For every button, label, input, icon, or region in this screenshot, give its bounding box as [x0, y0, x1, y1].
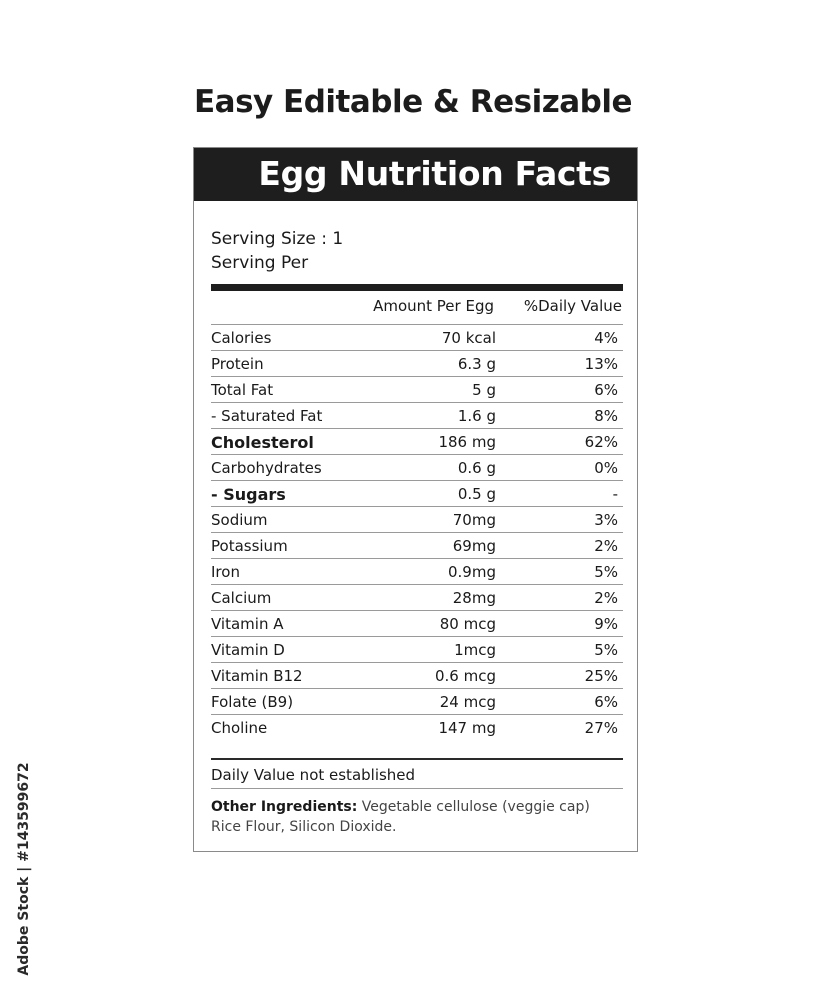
- thin-divider: [211, 788, 623, 789]
- headline: Easy Editable & Resizable: [194, 84, 633, 120]
- stock-id-watermark: [13, 753, 35, 985]
- nutrient-row: [211, 558, 623, 584]
- column-header-daily-value: %Daily Value: [523, 297, 622, 315]
- label-title: Egg Nutrition Facts: [194, 148, 637, 201]
- nutrient-daily-value: 13%: [584, 355, 618, 373]
- other-ingredients: [211, 797, 623, 837]
- nutrient-row: [211, 688, 623, 714]
- nutrient-name: Choline: [211, 719, 268, 737]
- nutrient-daily-value: 2%: [594, 589, 618, 607]
- nutrient-row: [211, 402, 623, 428]
- nutrient-daily-value: 62%: [584, 433, 618, 451]
- nutrient-row: [211, 480, 623, 506]
- nutrient-amount: 28mg: [452, 589, 496, 607]
- nutrient-row: [211, 350, 623, 376]
- nutrient-name: Vitamin B12: [211, 667, 303, 685]
- nutrient-daily-value: -: [612, 485, 618, 503]
- nutrient-name: Calories: [211, 329, 272, 347]
- nutrient-row: [211, 454, 623, 480]
- nutrient-row: [211, 324, 623, 350]
- nutrient-name: Folate (B9): [211, 693, 294, 711]
- nutrient-amount: 70mg: [452, 511, 496, 529]
- daily-value-note: Daily Value not established: [211, 766, 416, 784]
- nutrient-amount: 70 kcal: [441, 329, 496, 347]
- nutrient-amount: 186 mg: [438, 433, 496, 451]
- nutrient-row: [211, 532, 623, 558]
- nutrient-row: [211, 610, 623, 636]
- nutrient-name: Iron: [211, 563, 240, 581]
- nutrient-name: Protein: [211, 355, 264, 373]
- nutrient-name: Vitamin A: [211, 615, 284, 633]
- column-header-amount: Amount Per Egg: [373, 297, 494, 315]
- nutrient-daily-value: 2%: [594, 537, 618, 555]
- nutrient-amount: 0.6 mcg: [434, 667, 496, 685]
- nutrient-daily-value: 3%: [594, 511, 618, 529]
- ingredients-label: Other Ingredients:: [211, 799, 358, 815]
- serving-size: Serving Size : 1: [211, 229, 344, 249]
- nutrient-daily-value: 25%: [584, 667, 618, 685]
- nutrient-daily-value: 8%: [594, 407, 618, 425]
- nutrient-amount: 0.9mg: [448, 563, 496, 581]
- nutrient-name: - Saturated Fat: [211, 407, 323, 425]
- nutrient-row: [211, 636, 623, 662]
- nutrient-daily-value: 5%: [594, 563, 618, 581]
- nutrient-amount: 0.5 g: [457, 485, 496, 503]
- nutrient-amount: 80 mcg: [439, 615, 496, 633]
- nutrient-daily-value: 9%: [594, 615, 618, 633]
- stock-id-text: Adobe Stock | #143599672: [16, 762, 32, 976]
- nutrient-row: [211, 376, 623, 402]
- nutrient-daily-value: 0%: [594, 459, 618, 477]
- nutrient-name: Potassium: [211, 537, 288, 555]
- nutrient-amount: 69mg: [452, 537, 496, 555]
- nutrient-amount: 24 mcg: [439, 693, 496, 711]
- nutrient-name: Vitamin D: [211, 641, 285, 659]
- nutrient-amount: 0.6 g: [457, 459, 496, 477]
- serving-info: [211, 227, 343, 275]
- nutrient-name: Cholesterol: [211, 433, 314, 452]
- nutrient-row: [211, 584, 623, 610]
- thick-divider: [211, 284, 623, 291]
- nutrition-label: [193, 147, 638, 852]
- nutrient-table: [211, 324, 623, 740]
- nutrient-daily-value: 27%: [584, 719, 618, 737]
- nutrient-row: [211, 714, 623, 740]
- nutrient-amount: 6.3 g: [457, 355, 496, 373]
- nutrient-row: [211, 428, 623, 454]
- nutrient-amount: 1mcg: [454, 641, 496, 659]
- nutrient-daily-value: 4%: [594, 329, 618, 347]
- nutrient-amount: 147 mg: [438, 719, 496, 737]
- nutrient-row: [211, 506, 623, 532]
- nutrient-amount: 1.6 g: [457, 407, 496, 425]
- bottom-divider: [211, 758, 623, 760]
- serving-per: Serving Per: [211, 253, 309, 273]
- nutrient-daily-value: 5%: [594, 641, 618, 659]
- nutrient-row: [211, 662, 623, 688]
- nutrient-name: - Sugars: [211, 485, 286, 504]
- nutrient-name: Carbohydrates: [211, 459, 322, 477]
- nutrient-name: Calcium: [211, 589, 272, 607]
- nutrient-amount: 5 g: [472, 381, 496, 399]
- nutrient-name: Sodium: [211, 511, 268, 529]
- nutrient-name: Total Fat: [211, 381, 274, 399]
- nutrient-daily-value: 6%: [594, 693, 618, 711]
- nutrient-daily-value: 6%: [594, 381, 618, 399]
- ingredients-text: Vegetable cellulose (veggie cap) Rice Flour, Silicon Dioxide.: [211, 799, 590, 835]
